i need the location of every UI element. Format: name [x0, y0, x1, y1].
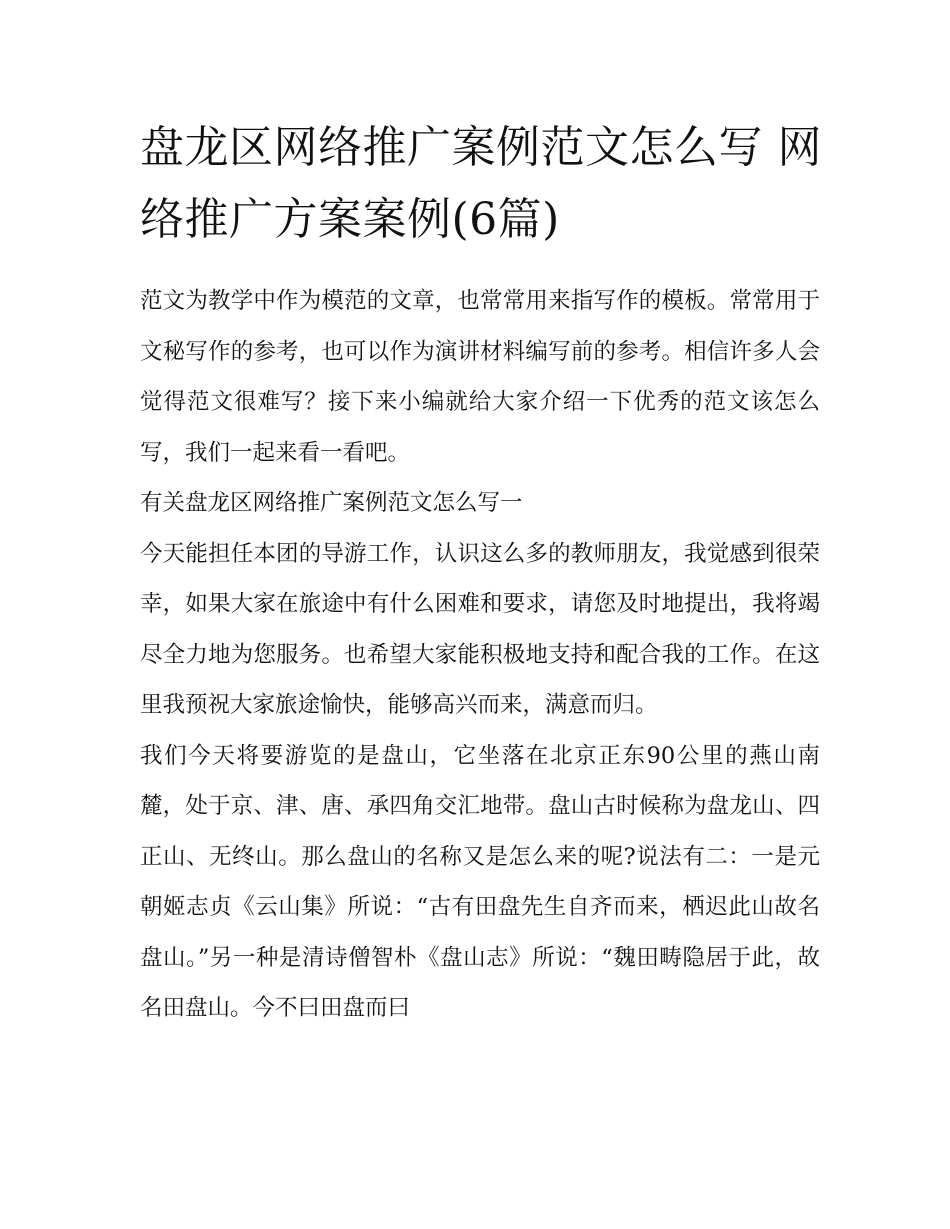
section-heading: 有关盘龙区网络推广案例范文怎么写一 [140, 490, 523, 516]
document-body [140, 276, 820, 1034]
body-paragraph: 我们今天将要游览的是盘山，它坐落在北京正东90公里的燕山南麓，处于京、津、唐、承四角交汇地带。盘山古时候称为盘龙山、四正山、无终山。那么盘山的名称又是怎么来的呢?说法有二：一是元朝姬志贞《云山集》所说：“古有田盘先生自齐而来，栖迟此山故名盘山。”另一种是清诗僧智朴《盘山志》所说：“魏田畴隐居于此，故名田盘山。今不曰田盘而曰 [140, 742, 820, 1021]
body-paragraph: 今天能担任本团的导游工作，认识这么多的教师朋友，我觉感到很荣幸，如果大家在旅途中有什么困难和要求，请您及时地提出，我将竭尽全力地为您服务。也希望大家能积极地支持和配合我的工作。在这里我预祝大家旅途愉快，能够高兴而来，满意而归。 [140, 540, 820, 718]
document-title: 盘龙区网络推广案例范文怎么写 网络推广方案案例(6篇) [140, 122, 822, 245]
intro-paragraph: 范文为教学中作为模范的文章，也常常用来指写作的模板。常常用于文秘写作的参考，也可以作为演讲材料编写前的参考。相信许多人会觉得范文很难写？接下来小编就给大家介绍一下优秀的范文该怎么写，我们一起来看一看吧。 [140, 288, 820, 466]
